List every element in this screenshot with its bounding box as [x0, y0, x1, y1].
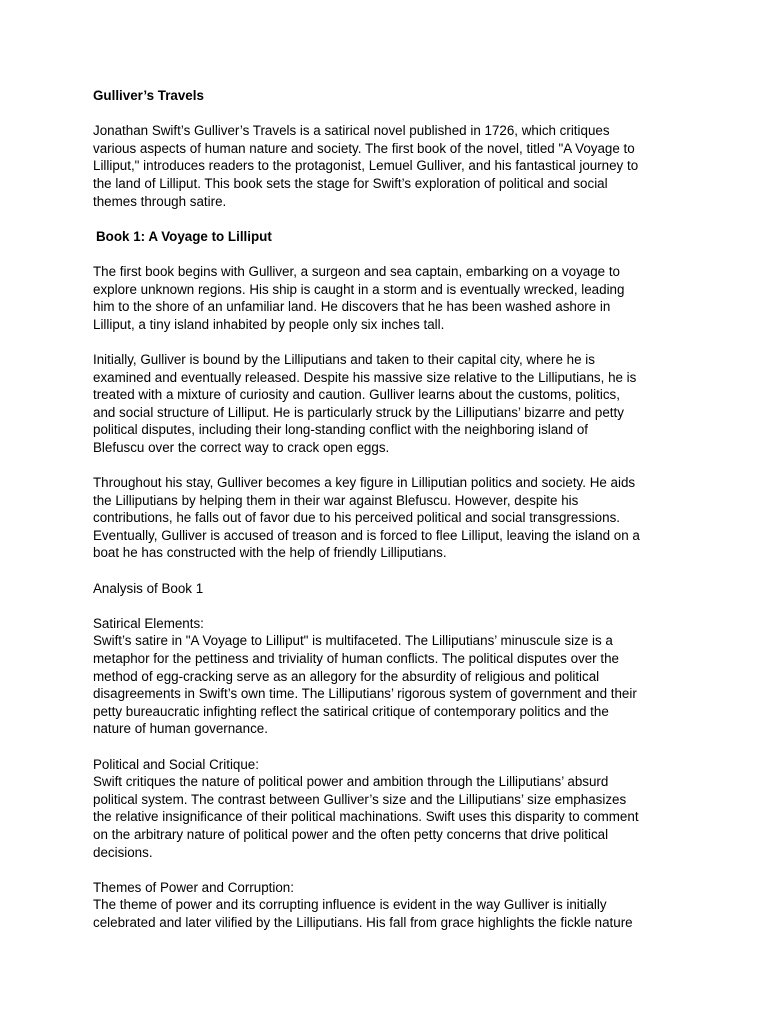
text-line: political disputes, including their long-standing conflict with the neighboring island of: [93, 422, 589, 438]
power-paragraph: [93, 896, 683, 931]
document-title: Gulliver’s Travels: [93, 88, 204, 103]
text-line: boat he has constructed with the help of friendly Lilliputians.: [93, 545, 447, 561]
document-page: [93, 87, 683, 932]
text-line: The theme of power and its corrupting influence is evident in the way Gulliver is initially: [93, 897, 607, 913]
text-line: explore unknown regions. His ship is caught in a storm and is eventually wrecked, leading: [93, 281, 625, 297]
text-line: disagreements in Swift’s own time. The Lilliputians’ rigorous system of government and their: [93, 686, 637, 702]
satirical-paragraph: [93, 632, 683, 738]
paragraph-voyage: [93, 263, 683, 333]
text-line: The first book begins with Gulliver, a surgeon and sea captain, embarking on a voyage to: [93, 263, 621, 279]
power-heading: Themes of Power and Corruption:: [93, 879, 294, 895]
text-line: political system. The contrast between Gulliver’s size and the Lilliputians’ size emphasizes: [93, 791, 627, 807]
spacer: [93, 456, 683, 474]
text-line: celebrated and later vilified by the Lilliputians. His fall from grace highlights the fickle nature: [93, 914, 633, 930]
text-line: metaphor for the pettiness and triviality of human conflicts. The political disputes over the: [93, 651, 619, 666]
intro-paragraph: [93, 122, 683, 210]
text-line: Jonathan Swift’s Gulliver’s Travels is a satirical novel published in 1726, which critiques: [93, 123, 610, 139]
text-line: themes through satire.: [93, 193, 227, 209]
text-line: Lilliput," introduces readers to the protagonist, Lemuel Gulliver, and his fantastical journey to: [93, 158, 639, 174]
text-line: decisions.: [93, 844, 153, 860]
text-line: and social structure of Lilliput. He is particularly struck by the Lilliputians’ bizarre and petty: [93, 404, 624, 420]
satirical-heading: Satirical Elements:: [93, 615, 204, 631]
text-line: Eventually, Gulliver is accused of treason and is forced to flee Lilliput, leaving the island on a: [93, 527, 640, 543]
political-heading: Political and Social Critique:: [93, 756, 259, 772]
text-line: Swift critiques the nature of political power and ambition through the Lilliputians’ absurd: [93, 774, 609, 790]
text-line: various aspects of human nature and society. The first book of the novel, titled "A Voyage to: [93, 140, 635, 156]
text-line: on the arbitrary nature of political power and the often petty concerns that drive political: [93, 826, 609, 842]
spacer: [93, 738, 683, 756]
political-paragraph: [93, 773, 683, 861]
text-line: method of egg-cracking serve as an allegory for the absurdity of religious and political: [93, 668, 600, 684]
text-line: examined and eventually released. Despite his massive size relative to the Lilliputians, he is: [93, 369, 637, 385]
text-line: the land of Lilliput. This book sets the stage for Swift’s exploration of political and social: [93, 175, 608, 191]
paragraph-capital: [93, 351, 683, 457]
spacer: [93, 597, 683, 615]
analysis-heading: Analysis of Book 1: [93, 580, 204, 596]
text-line: Initially, Gulliver is bound by the Lilliputians and taken to their capital city, where he is: [93, 351, 595, 367]
text-line: petty bureaucratic infighting reflect the satirical critique of contemporary politics and the: [93, 703, 609, 719]
paragraph-stay: [93, 474, 683, 562]
section-heading: Book 1: A Voyage to Lilliput: [96, 228, 272, 244]
spacer: [93, 245, 683, 263]
text-line: contributions, he falls out of favor due to his perceived political and social transgressions.: [93, 510, 620, 526]
text-line: nature of human governance.: [93, 721, 268, 737]
spacer: [93, 861, 683, 879]
spacer: [93, 105, 683, 123]
text-line: treated with a mixture of curiosity and caution. Gulliver learns about the customs, politics,: [93, 387, 620, 403]
spacer: [93, 333, 683, 351]
text-line: the Lilliputians by helping them in their war against Blefuscu. However, despite his: [93, 492, 579, 508]
text-line: Swift’s satire in "A Voyage to Lilliput" is multifaceted. The Lilliputians’ minuscule size is a: [93, 633, 613, 649]
text-line: the relative insignificance of their political machinations. Swift uses this disparity to comment: [93, 809, 639, 825]
text-line: him to the shore of an unfamiliar land. He discovers that he has been washed ashore in: [93, 299, 611, 315]
text-line: Blefuscu over the correct way to crack open eggs.: [93, 439, 390, 455]
text-line: Lilliput, a tiny island inhabited by people only six inches tall.: [93, 316, 445, 332]
spacer: [93, 562, 683, 580]
text-line: Throughout his stay, Gulliver becomes a key figure in Lilliputian politics and society. He aids: [93, 475, 636, 491]
spacer: [93, 210, 683, 228]
